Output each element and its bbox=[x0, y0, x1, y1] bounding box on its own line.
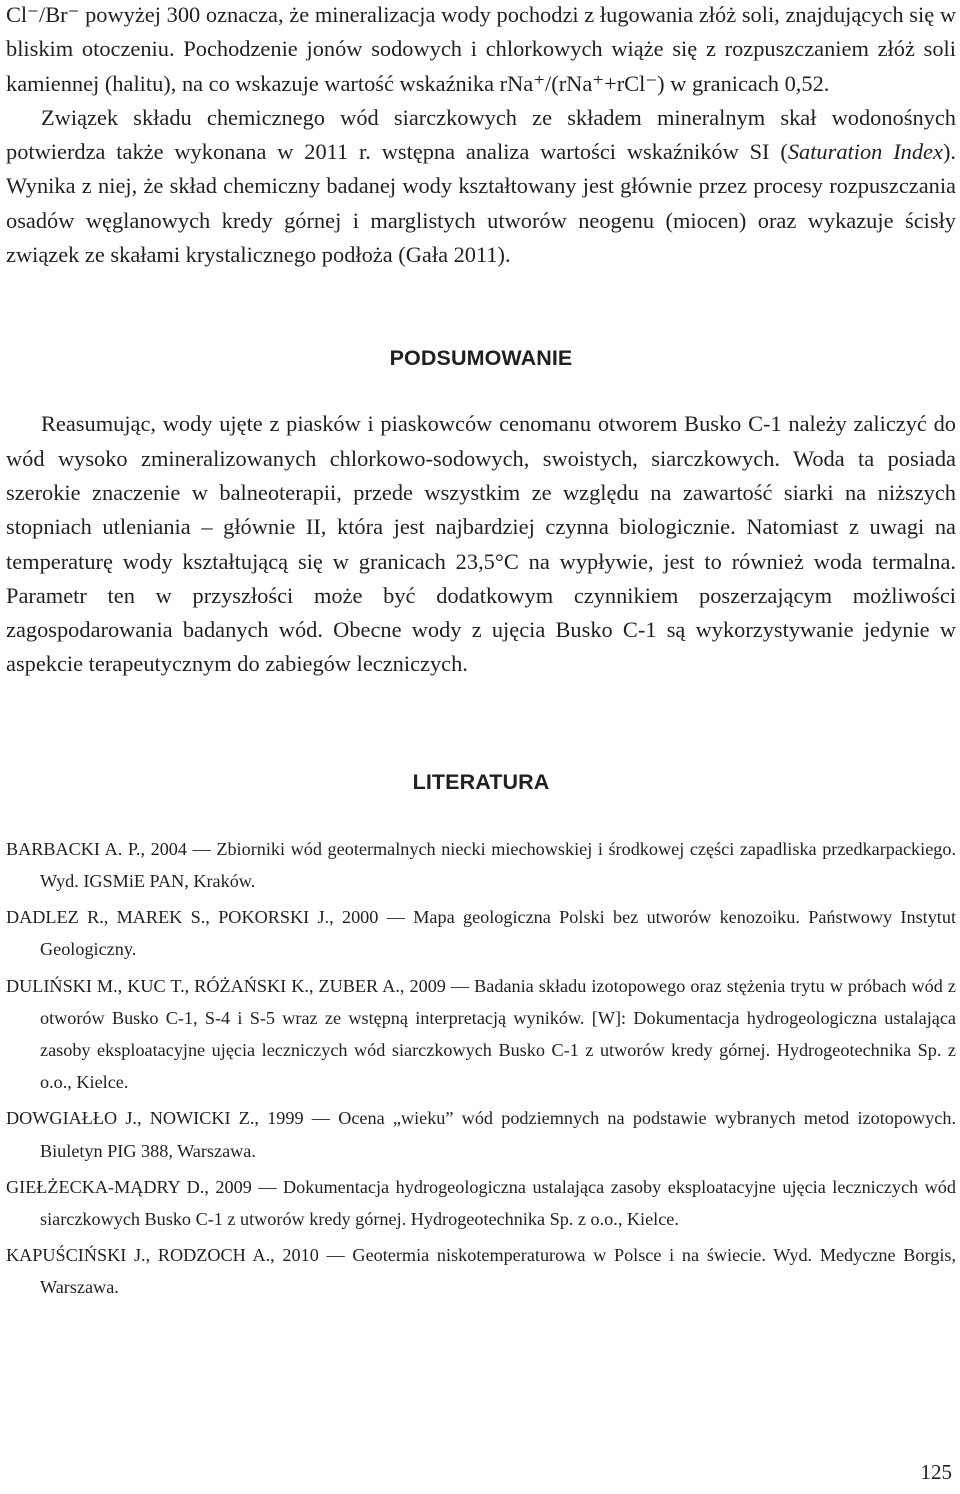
document-page bbox=[6, 0, 956, 1308]
page-number: 125 bbox=[920, 1460, 952, 1484]
reference-item: DOWGIAŁŁO J., NOWICKI Z., 1999 — Ocena „wieku” wód podziemnych na podstawie wybranych metod izotopowych. Biuletyn PIG 388, Warszawa. bbox=[6, 1108, 956, 1161]
reference-list bbox=[6, 833, 956, 1304]
literature-heading: LITERATURA bbox=[412, 769, 550, 794]
intro-paragraph-2-text-b: ). Wynika z niej, że skład chemiczny badanej wody kształtowany jest głównie przez procesy rozpuszczania osadów węglanowych kredy górnej i marglistych utworów neogenu (miocen) oraz wykazuje ścisły związek ze skałami krystalicznego podłoża (Gała 2011). bbox=[6, 139, 956, 268]
summary-paragraph: Reasumując, wody ujęte z piasków i piaskowców cenomanu otworem Busko C-1 należy zaliczyć do wód wysoko zmineralizowanych chlorkowo-sodowych, swoistych, siarczkowych. Woda ta posiada szerokie znaczenie w balneoterapii, przede wszystkim ze względu na zawartość siarki na niższych stopniach utleniania – głównie II, która jest najbardziej czynna biologicznie. Natomiast z uwagi na temperaturę wody kształtującą się w granicach 23,5°C na wypływie, jest to również woda termalna. Parametr ten w przyszłości może być dodatkowym czynnikiem poszerzającym możliwości zagospodarowania badanych wód. Obecne wody z ujęcia Busko C-1 są wykorzystywanie jedynie w aspekcie terapeutycznym do zabiegów leczniczych. bbox=[6, 411, 956, 677]
intro-paragraph-2-text-a: Związek składu chemicznego wód siarczkowych ze składem mineralnym skał wodonośnych potwierdza także wykonana w 2011 r. wstępna analiza wartości wskaźników SI ( bbox=[6, 104, 956, 165]
summary-heading: PODSUMOWANIE bbox=[389, 346, 573, 371]
reference-item: BARBACKI A. P., 2004 — Zbiorniki wód geotermalnych niecki miechowskiej i środkowej części zapadliska przedkarpackiego. Wyd. IGSMiE PAN, Kraków. bbox=[6, 838, 956, 891]
reference-item: DULIŃSKI M., KUC T., RÓŻAŃSKI K., ZUBER A., 2009 — Badania składu izotopowego oraz stężenia trytu w próbach wód z otworów Busko C-1, S-4 i S-5 wraz ze wstępną interpretacją wyników. [W]: Dokumentacja hydrogeologiczna ustalająca zasoby eksploatacyjne ujęcia leczniczych wód siarczkowych Busko C-1 z utworów kredy górnej. Hydrogeotechnika Sp. z o.o., Kielce. bbox=[6, 975, 956, 1093]
reference-item: KAPUŚCIŃSKI J., RODZOCH A., 2010 — Geotermia niskotemperaturowa w Polsce i na świecie. Wyd. Medyczne Borgis, Warszawa. bbox=[6, 1245, 956, 1298]
reference-item: GIEŁŻECKA-MĄDRY D., 2009 — Dokumentacja hydrogeologiczna ustalająca zasoby eksploatacyjne ujęcia leczniczych wód siarczkowych Busko C-1 z utworów kredy górnej. Hydrogeotechnika Sp. z o.o., Kielce. bbox=[6, 1176, 956, 1229]
intro-paragraph-1: Cl⁻/Br⁻ powyżej 300 oznacza, że mineralizacja wody pochodzi z ługowania złóż soli, znajdujących się w bliskim otoczeniu. Pochodzenie jonów sodowych i chlorkowych wiąże się z rozpuszczaniem złóż soli kamiennej (halitu), na co wskazuje wartość wskaźnika rNa⁺/(rNa⁺+rCl⁻) w granicach 0,52. bbox=[6, 2, 956, 96]
intro-paragraph-2 bbox=[6, 101, 956, 272]
saturation-index-term: Saturation Index bbox=[787, 139, 943, 165]
reference-item: DADLEZ R., MAREK S., POKORSKI J., 2000 — Mapa geologiczna Polski bez utworów kenozoiku. Państwowy Instytut Geologiczny. bbox=[6, 907, 956, 960]
